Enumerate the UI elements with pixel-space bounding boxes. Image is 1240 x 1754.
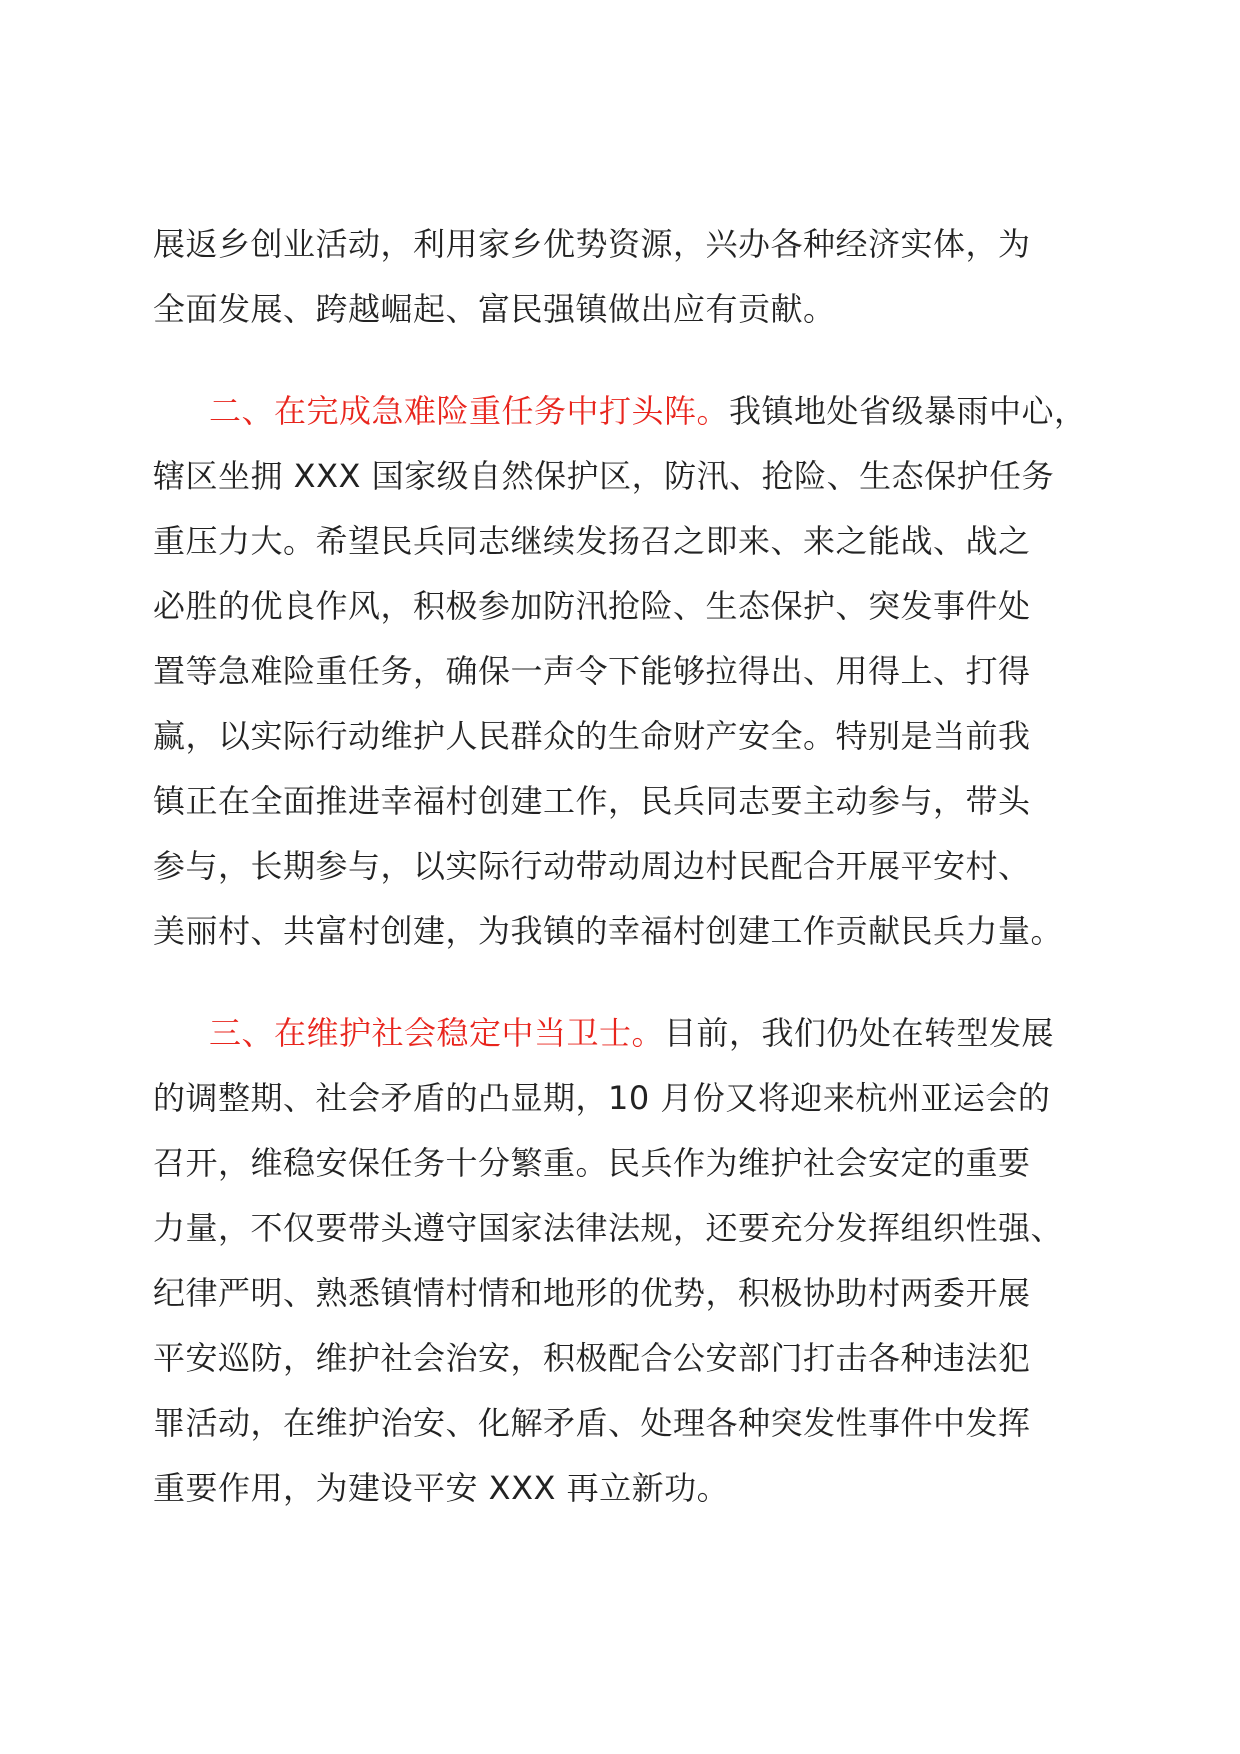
paragraph-line: 纪律严明、熟悉镇情村情和地形的优势，积极协助村两委开展 (153, 1274, 1031, 1312)
paragraph-line: 力量，不仅要带头遵守国家法律法规，还要充分发挥组织性强、 (153, 1209, 1064, 1247)
paragraph-line: 赢，以实际行动维护人民群众的生命财产安全。特别是当前我 (153, 717, 1031, 755)
paragraph-line: 辖区坐拥 XXX 国家级自然保护区，防汛、抢险、生态保护任务 (153, 457, 1055, 495)
paragraph-line: 展返乡创业活动，利用家乡优势资源，兴办各种经济实体，为 (153, 225, 1031, 263)
paragraph-line: 参与，长期参与，以实际行动带动周边村民配合开展平安村、 (153, 847, 1031, 885)
paragraph-text: 目前，我们仍处在转型发展 (664, 1014, 1055, 1052)
paragraph-text: 我镇地处省级暴雨中心， (729, 392, 1087, 430)
paragraph-line: 置等急难险重任务，确保一声令下能够拉得出、用得上、打得 (153, 652, 1031, 690)
paragraph-line: 罪活动，在维护治安、化解矛盾、处理各种突发性事件中发挥 (153, 1404, 1031, 1442)
paragraph-first-line (153, 379, 1093, 444)
paragraph-section-two (153, 379, 1093, 964)
paragraph-line: 镇正在全面推进幸福村创建工作，民兵同志要主动参与，带头 (153, 782, 1031, 820)
paragraph-line: 召开，维稳安保任务十分繁重。民兵作为维护社会安定的重要 (153, 1144, 1031, 1182)
paragraph-section-three (153, 1001, 1093, 1521)
section-heading: 二、在完成急难险重任务中打头阵。 (209, 392, 730, 430)
paragraph-line: 全面发展、跨越崛起、富民强镇做出应有贡献。 (153, 290, 836, 328)
paragraph-continuation (153, 212, 1093, 342)
section-heading: 三、在维护社会稳定中当卫士。 (209, 1014, 665, 1052)
paragraph-line: 重压力大。希望民兵同志继续发扬召之即来、来之能战、战之 (153, 522, 1031, 560)
paragraph-line: 平安巡防，维护社会治安，积极配合公安部门打击各种违法犯 (153, 1339, 1031, 1377)
paragraph-line: 美丽村、共富村创建，为我镇的幸福村创建工作贡献民兵力量。 (153, 912, 1064, 950)
paragraph-line: 重要作用，为建设平安 XXX 再立新功。 (153, 1469, 730, 1507)
paragraph-line: 必胜的优良作风，积极参加防汛抢险、生态保护、突发事件处 (153, 587, 1031, 625)
paragraph-line: 的调整期、社会矛盾的凸显期，10 月份又将迎来杭州亚运会的 (153, 1079, 1051, 1117)
paragraph-first-line (153, 1001, 1093, 1066)
